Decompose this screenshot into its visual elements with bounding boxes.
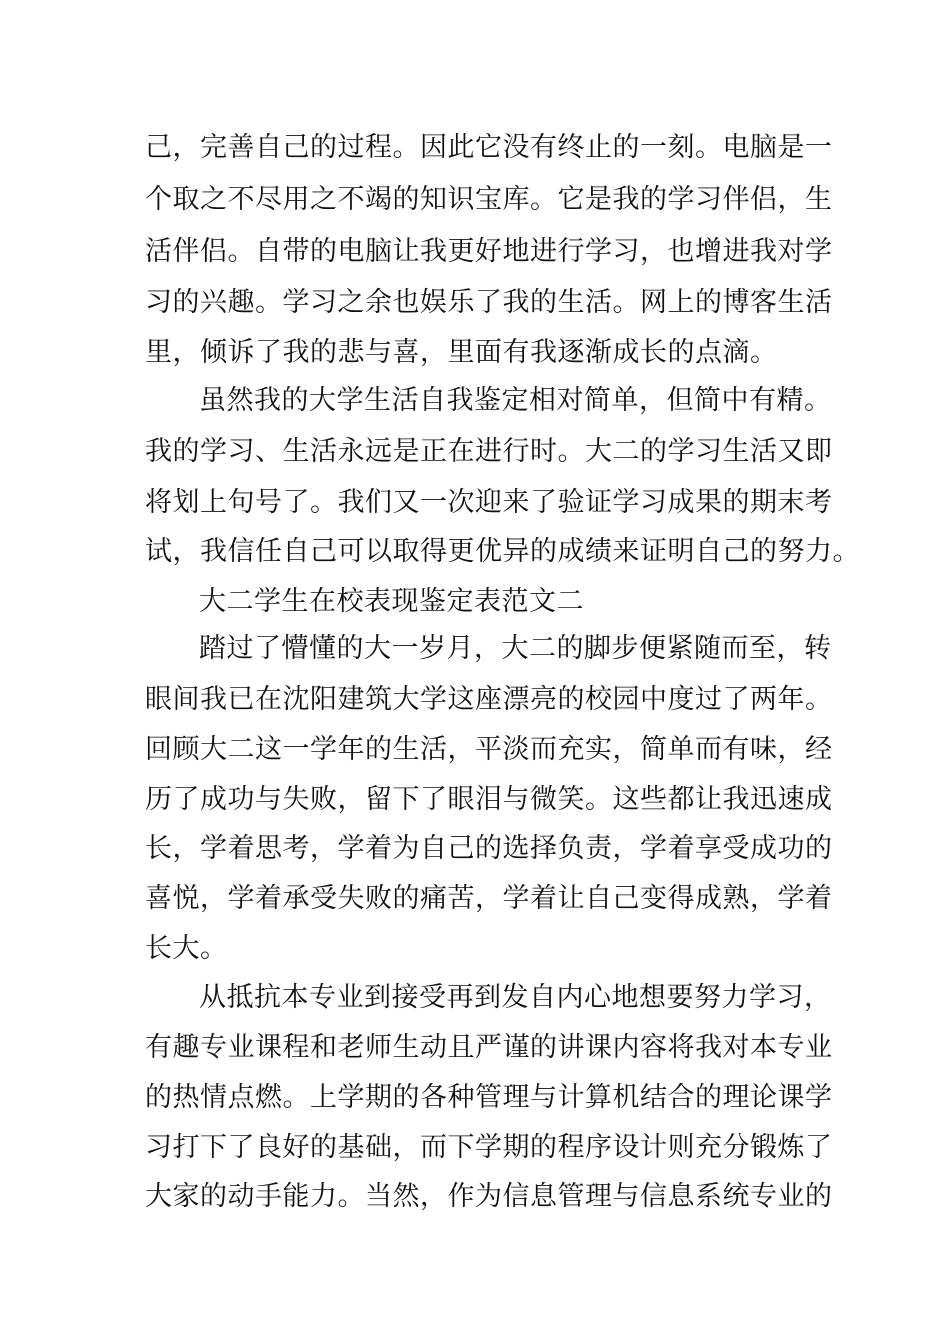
text-line: 眼间我已在沈阳建筑大学这座漂亮的校园中度过了两年。 (145, 684, 833, 715)
paragraph-first-line: 虽然我的大学生活自我鉴定相对简单，但简中有精。 (199, 385, 832, 416)
text-line: 长大。 (145, 933, 228, 964)
text-line: 试，我信任自己可以取得更优异的成绩来证明自己的努力。 (145, 536, 860, 567)
text-line: 活伴侣。自带的电脑让我更好地进行学习，也增进我对学 (145, 236, 833, 267)
text-line: 我的学习、生活永远是正在进行时。大二的学习生活又即 (145, 436, 833, 467)
text-line: 己，完善自己的过程。因此它没有终止的一刻。电脑是一 (145, 132, 833, 163)
section-heading: 大二学生在校表现鉴定表范文二 (199, 586, 584, 617)
text-line: 有趣专业课程和老师生动且严谨的讲课内容将我对本专业 (145, 1032, 833, 1063)
paragraph-first-line: 从抵抗本专业到接受再到发自内心地想要努力学习， (199, 982, 832, 1013)
text-line: 的热情点燃。上学期的各种管理与计算机结合的理论课学 (145, 1082, 833, 1113)
paragraph-first-line: 踏过了懵懂的大一岁月，大二的脚步便紧随而至，转 (199, 633, 832, 664)
text-line: 回顾大二这一学年的生活，平淡而充实，简单而有味，经 (145, 734, 833, 765)
text-line: 历了成功与失败，留下了眼泪与微笑。这些都让我迅速成 (145, 784, 833, 815)
text-line: 习打下了良好的基础，而下学期的程序设计则充分锻炼了 (145, 1132, 833, 1163)
text-line: 喜悦，学着承受失败的痛苦，学着让自己变得成熟，学着 (145, 883, 833, 914)
text-line: 大家的动手能力。当然，作为信息管理与信息系统专业的 (145, 1181, 833, 1212)
text-line: 将划上句号了。我们又一次迎来了验证学习成果的期末考 (145, 487, 833, 518)
text-line: 个取之不尽用之不竭的知识宝库。它是我的学习伴侣，生 (145, 184, 833, 215)
text-line: 长，学着思考，学着为自己的选择负责，学着享受成功的 (145, 833, 833, 864)
text-line: 里，倾诉了我的悲与喜，里面有我逐渐成长的点滴。 (145, 337, 778, 368)
text-line: 习的兴趣。学习之余也娱乐了我的生活。网上的博客生活 (145, 287, 833, 318)
